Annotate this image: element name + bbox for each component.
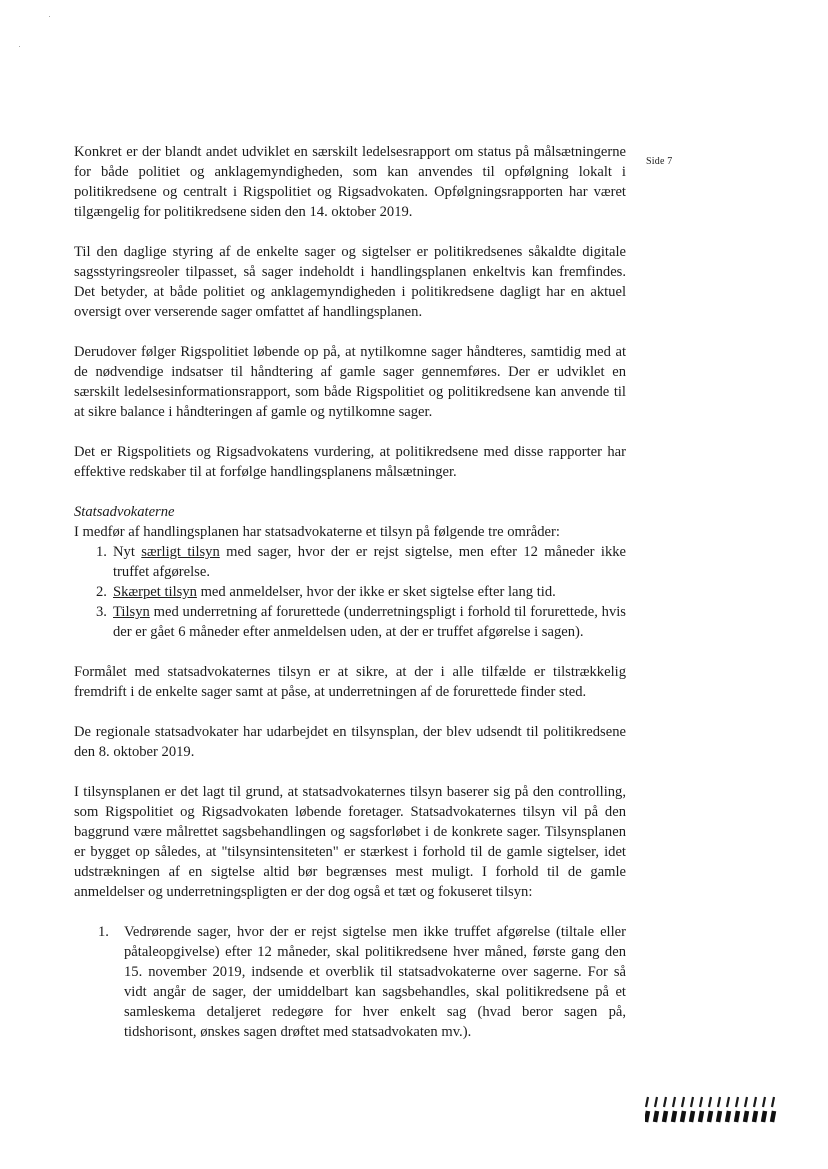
list-term: særligt tilsyn xyxy=(141,544,220,560)
list-number: 2. xyxy=(96,584,107,600)
list-number: 1. xyxy=(96,544,107,560)
paragraph: De regionale statsadvokater har udarbejdet en tilsynsplan, der blev udsendt til politikredsene den 8. oktober 2019. xyxy=(74,724,626,760)
list-item xyxy=(74,602,626,642)
paragraph: I medfør af handlingsplanen har statsadvokaterne et tilsyn på følgende tre områder: xyxy=(74,524,560,540)
list-term: Tilsyn xyxy=(113,604,150,620)
list-text: Vedrørende sager, hvor der er rejst sigtelse men ikke truffet afgørelse (tiltale eller påtaleopgivelse) efter 12 måneder, skal politikredsene hver måned, første gang den 15. november 2019, indsende et overblik til statsadvokaterne over sagerne. For så vidt angår de sager, der umiddelbart kan sagsbehandles, skal politikredsene på et samleskema detaljeret redegøre for hver enkelt sag (hvad beror sagen på, tidshorisont, ønskes sagen drøftet med statsadvokaten mv.). xyxy=(124,924,626,1040)
paragraph: Det er Rigspolitiets og Rigsadvokatens vurdering, at politikredsene med disse rapporter har effektive redskaber til at forfølge handlingsplanens målsætninger. xyxy=(74,444,626,480)
oversight-list xyxy=(74,542,626,642)
supervision-list xyxy=(74,922,626,1042)
list-item xyxy=(74,582,626,602)
barcode-mark xyxy=(645,1096,781,1124)
list-item xyxy=(74,542,626,582)
paragraph: Formålet med statsadvokaternes tilsyn er at sikre, at der i alle tilfælde er tilstrækkelig fremdrift i de enkelte sager samt at påse, at underretningen af de forurettede finder sted. xyxy=(74,664,626,700)
page-label: Side 7 xyxy=(646,156,673,167)
list-text: Nyt xyxy=(113,544,142,560)
paragraph: Derudover følger Rigspolitiet løbende op på, at nytilkomne sager håndteres, samtidig med at de nødvendige indsatser til håndtering af gamle sager gennemføres. Der er udviklet en særskilt ledelsesinformationsrapport, som både Rigspolitiet og politikredsene kan anvende til at sikre balance i håndteringen af gamle og nytilkomne sager. xyxy=(74,344,626,420)
list-text: med anmeldelser, hvor der ikke er sket sigtelse efter lang tid. xyxy=(196,584,556,600)
list-text: med underretning af forurettede (underretningspligt i forhold til forurettede, hvis der er gået 6 måneder efter anmeldelsen uden, at der er truffet afgørelse i sagen). xyxy=(113,604,626,640)
list-number: 1. xyxy=(98,924,109,940)
list-term: Skærpet tilsyn xyxy=(113,584,197,600)
paragraph: Konkret er der blandt andet udviklet en særskilt ledelsesrapport om status på målsætningerne for både politiet og anklagemyndigheden, som kan anvendes til opfølgning lokalt i politikredsene og centralt i Rigspolitiet og Rigsadvokaten. Opfølgningsrapporten har været tilgængelig for politikredsene siden den 14. oktober 2019. xyxy=(74,144,626,220)
paragraph: I tilsynsplanen er det lagt til grund, at statsadvokaternes tilsyn baserer sig på den controlling, som Rigspolitiet og Rigsadvokaten løbende foretager. Statsadvokaternes tilsyn vil på den baggrund være målrettet sagsbehandlingen og sagsforløbet i de konkrete sager. Tilsynsplanen er bygget op således, at "tilsynsintensiteten" er stærkest i forhold til de gamle sigtelser, idet udstrækningen af en sigtelse altid bør begrænses mest muligt. I forhold til de gamle anmeldelser og underretningspligten er der dog også et tæt og fokuseret tilsyn: xyxy=(74,784,626,900)
scan-speck xyxy=(49,16,50,17)
section-heading: Statsadvokaterne xyxy=(74,504,175,520)
list-text: med sager, hvor der er rejst sigtelse, men efter 12 måneder ikke truffet afgørelse. xyxy=(113,544,627,580)
paragraph: Til den daglige styring af de enkelte sager og sigtelser er politikredsenes såkaldte digitale sagsstyringsreoler tilpasset, så sager indeholdt i handlingsplanen enkeltvis kan fremfindes. Det betyder, at både politiet og anklagemyndigheden i politikredsene dagligt har en aktuel oversigt over verserende sager omfattet af handlingsplanen. xyxy=(74,244,626,320)
list-item xyxy=(74,922,626,1042)
document-body xyxy=(74,142,626,1042)
list-number: 3. xyxy=(96,604,107,620)
scan-speck xyxy=(19,46,20,47)
